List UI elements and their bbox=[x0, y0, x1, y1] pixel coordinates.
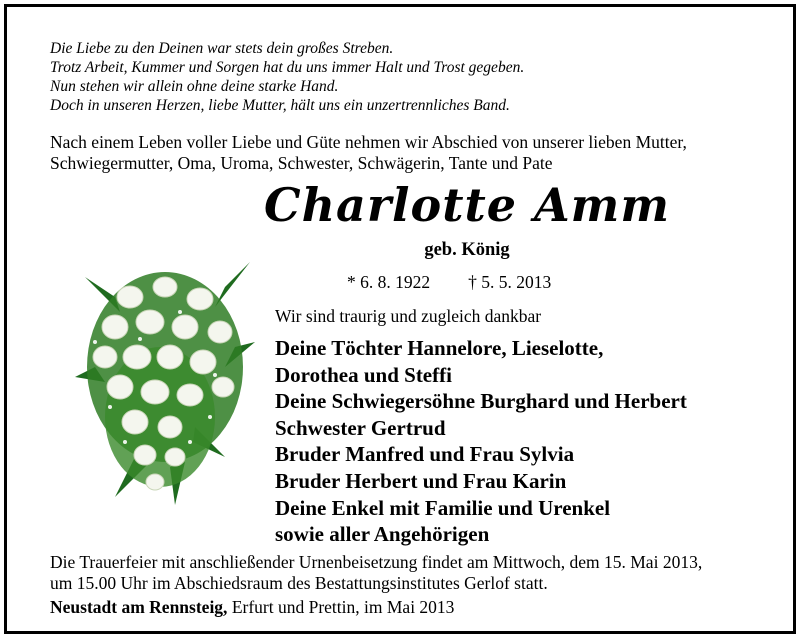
mourner-line: Schwester Gertrud bbox=[275, 415, 446, 440]
place-date bbox=[50, 597, 790, 618]
mourner-line: Bruder Herbert und Frau Karin bbox=[275, 468, 567, 493]
obituary-frame bbox=[4, 4, 796, 634]
funeral-info bbox=[50, 552, 790, 618]
death-date: † 5. 5. 2013 bbox=[468, 272, 552, 292]
mourner-line: Dorothea und Steffi bbox=[275, 362, 452, 387]
place-rest: Erfurt und Prettin, im Mai 2013 bbox=[227, 597, 455, 617]
mourner-line: Deine Schwiegersöhne Burghard und Herbert bbox=[275, 389, 687, 414]
funeral-line: Die Trauerfeier mit anschließender Urnenbeisetzung findet am Mittwoch, dem 15. Mai 2013, bbox=[50, 552, 703, 572]
mourners-intro: Wir sind traurig und zugleich dankbar bbox=[275, 306, 542, 326]
white-roses-bouquet-icon bbox=[75, 257, 255, 507]
intro-text bbox=[50, 132, 790, 174]
poem bbox=[50, 39, 770, 115]
mourners-list bbox=[275, 335, 795, 548]
poem-line: Doch in unseren Herzen, liebe Mutter, hält uns ein unzertrennliches Band. bbox=[50, 97, 510, 114]
intro-line: Schwiegermutter, Oma, Uroma, Schwester, Schwägerin, Tante und Pate bbox=[50, 153, 553, 173]
life-dates bbox=[347, 272, 627, 293]
intro-line: Nach einem Leben voller Liebe und Güte nehmen wir Abschied von unserer lieben Mutter, bbox=[50, 132, 687, 152]
birth-date: * 6. 8. 1922 bbox=[347, 272, 431, 292]
deceased-name: Charlotte Amm bbox=[263, 178, 671, 232]
poem-line: Die Liebe zu den Deinen war stets dein großes Streben. bbox=[50, 40, 394, 57]
poem-line: Nun stehen wir allein ohne deine starke Hand. bbox=[50, 78, 339, 95]
funeral-line: um 15.00 Uhr im Abschiedsraum des Bestattungsinstitutes Gerlof statt. bbox=[50, 572, 548, 593]
place-bold: Neustadt am Rennsteig, bbox=[50, 597, 228, 617]
birth-name: geb. König bbox=[424, 240, 510, 260]
mourner-line: Deine Enkel mit Familie und Urenkel bbox=[275, 495, 611, 520]
mourner-line: Bruder Manfred und Frau Sylvia bbox=[275, 442, 575, 467]
mourner-line: Deine Töchter Hannelore, Lieselotte, bbox=[275, 336, 604, 360]
poem-line: Trotz Arbeit, Kummer und Sorgen hat du uns immer Halt und Trost gegeben. bbox=[50, 59, 525, 76]
mourner-line: sowie aller Angehörigen bbox=[275, 522, 490, 547]
